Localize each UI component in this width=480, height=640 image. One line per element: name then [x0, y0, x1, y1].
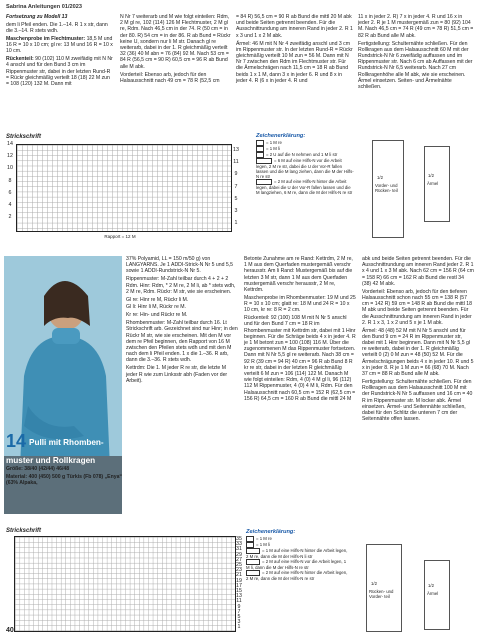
legend1-item-5: = 2 M auf eine Hilfs-N hinter die Arbeit legen, dabei die U der Vor-R fallen lassen und die M langziehen, 6 M re, dann die M der Hilfs-N re str	[256, 179, 353, 195]
row-number: 17	[236, 582, 242, 589]
row-number: 13	[233, 147, 239, 153]
row-number: 7	[234, 183, 238, 190]
text-column-b3: abk und beide Seiten getrennt beenden. Für die Ausschnittrundung am inneren Rand jeder 2. R 1 x 4 und 1 x 3 M abk. Nach 62 cm = 156 R (64 cm = 158 R) 66 cm = 162 R ab Bund die restl 34 (38) 42 M abk. Vorderteil: Ebenso arb, jedoch für den tieferen Halsausschnitt schon nach 55 cm = 138 R (57 cm = 142 R) 59 cm = 148 R ab Bund die mittl 18 M abk und beide Seiten getrennt beenden. Für die Ausschnittrundung am inneren Rand in jeder 2. R 1 x 3, 1 x 2 und 5 x je 1 M abk. Ärmel: 48 (48) 52 M mit N Nr 5 anschl und für den Bund 9 cm = 24 R im Rippenmuster str, dabei mit 1 Hinr beginnen. Dann mit N Nr 5,5 gl re weiterarb, dabei in der 1. R gleichmäßig verteilt 0 (2) 0 M zun = 48 (50) 52 M. Für die Ärmelschrägungen beids 4 x in jeder 10. R und 5 x in jeder 8. R je 1 M zun = 66 (68) 70 M. Nach 37 cm = 88 R ab Bund alle M abk. Fertigstellung: Schulternähte schließen. Für den Rollkragen aus dem Halsausschnitt 100 M mit der Rundstrick-N Nr 5 auffassen und 16 cm = 40 R im Rippenmuster str. M locker abk. Ärmel einsetzen. Ärmel- und Seitennähte schließen, dabei für den Schlitz die unteren 7 cm der Seitennähte offen lassen.	[362, 256, 474, 423]
text-column-3	[236, 14, 354, 86]
row-number: 25	[236, 562, 242, 568]
legend2-item-4: = 2 M auf eine Hilfs-N vor die Arbeit legen, 1 M li, dann die M der Hilfs-N re str	[246, 559, 347, 570]
continuation-heading: Fortsetzung zu Modell 13	[6, 14, 68, 20]
legend1-item-1: = 1 M re	[256, 140, 354, 146]
legend2-item-5: = 2 M auf eine Hilfs-N hinter die Arbeit legen, 2 M re, dann die M der Hilfs-N re str	[246, 570, 348, 581]
legend1-item-4: = 6 M auf eine Hilfs-N vor die Arbeit legen, 2 M re str, dabei die U der Vor-R fallen lassen und die M lang ziehen, dann die M der Hilfs-N re str	[256, 158, 354, 179]
legend2-title: Zeichenerklärung:	[246, 529, 296, 535]
text-col4-finishing: Fertigstellung: Schulternähte schließen. Für den Rollkragen aus dem Halsausschnitt 60 M mit der Rundstrick-N Nr 6 zweifädig auffassen und im Rippenmuster str. Nach 6 cm ab Auffassen mit der Rundstrick-N Nr 6,5 weiterarb. Nach 27 cm Rollkragenhöhe alle M abk, wie sie erscheinen. Ärmel einsetzen. Seiten- und Ärmelnähte schließen.	[358, 40, 473, 90]
row-number: 2	[8, 214, 12, 221]
text-col2: N Nr 7 weiterarb und M wie folgt einteilen: Rdm, 2 M gl re, 102 (114) 126 M Flechtmuster, 2 M gl re, Rdm. Nach 46,5 cm in der 74. R (50 cm = in der 80. R) 54 cm = in der 86. R ab Bund = Rückr keine U, sondern nur li M str. Danach gl re weiterarb, dabei in der 1. R gleichmäßig verteilt 32 (36) 40 M abn = 76 (84) 92 M. Nach 53 cm = 84 R (56,5 cm = 90 R) 60,5 cm = 96 R ab Bund alle M abk.	[120, 14, 231, 70]
row-number: 12	[7, 153, 13, 160]
row-number: 11	[233, 159, 239, 166]
row-number: 1	[237, 624, 241, 631]
chart1-rapport: Rapport = 12 M	[104, 234, 136, 239]
material-line: Material: 400 (450) 500 g Türkis (Fb 078) „Enya“ (63% Alpaka,	[6, 473, 122, 487]
row-number: 1	[234, 220, 238, 227]
legend2-item-1: = 1 M re	[246, 536, 350, 542]
text-column-4	[358, 14, 474, 92]
gauge-heading: Maschenprobe im Flechtmuster:	[6, 35, 86, 42]
chart1-label: Strickschrift	[6, 134, 42, 140]
text-column-1	[6, 14, 114, 89]
text-column-2	[120, 14, 232, 86]
row-number: 3	[234, 208, 238, 214]
row-number: 4	[8, 202, 12, 208]
model-title-box	[6, 432, 118, 468]
legend2-item-2: = 1 M li	[246, 542, 350, 548]
row-number: 33	[236, 541, 242, 548]
row-number: 27	[236, 556, 242, 563]
row-number: 14	[7, 141, 13, 147]
model-title: Pulli mit Rhomben-muster und Rollkragen	[6, 438, 104, 465]
model-info	[6, 466, 122, 488]
text-p1: dem li Pfeil enden. Die 1.–14. R 1 x str, dann die 3.–14. R stets wdh.	[6, 21, 108, 35]
legend1-title: Zeichenerklärung:	[256, 133, 306, 139]
text-column-b1: 37% Polyamid, LL = 150 m/50 g) von LANGYARNS. Je 1 ADDI-Strick-N Nr 5 und 5,5 sowie 1 ADDI-Rundstrick-N Nr 5. Rippenmuster: M-Zahl teilbar durch 4 + 2 + 2 Rdm. Hinr: Rdm, * 2 M re, 2 M li, ab * stets wdh, 2 M re, Rdm. Rückr: M str, wie sie erscheinen. Gl re: Hinr re M, Rückr li M. Gl li: Hinr li M, Rückr re M. Kr re: Hin- und Rückr re M. Rhombenmuster: M-Zahl teilbar durch 16. Lt Strickschrift arb. Gezeichnet sind nur Hinr; in den Rückr M str, wie sie erscheinen. Mit den M vor dem re Pfeil beginnen, den Rapport von 16 M zwischen den Pfeilen stets wdh und mit den M nach dem li Pfeil enden. 1 x die 1.–36. R arb, dann die 3.–36. R stets wdh. Kettrdm: Die 1. M jeder R re str, die letzte M jeder R wie zum Linksstr abh (Faden vor der Arbeit).	[126, 256, 238, 384]
legend1-item-3: = 2 U auf die N nehmen und 1 M li str	[256, 152, 354, 158]
knitting-chart-1	[16, 144, 232, 232]
page-header: Sabrina Anleitungen 01/2023	[6, 4, 82, 10]
size-line: Größe: 38/40 (42/44) 46/48	[6, 466, 70, 472]
text-col3-sleeve: Ärmel: 46 M mit N Nr 4 zweifädig anschl und 3 cm im Rippenmuster str. In der letzten Rund-R = Rückr gleichmäßig verteilt 10 M zun = 56 M. Dann mit N Nr 7 zwischen den Rdm im Flechtmuster str. Für die Ärmelschrägen nach 11,5 cm = 18 R ab Bund beids 1 x 1 M, dann 3 x in jeder 6. R und 8 x in jeder 4. R (6 x in jeder 4. R und	[236, 40, 353, 84]
text-col4: 11 x in jeder 2. R) 7 x in jeder 4. R und 16 x in jeder 2. R je 1 M mustergemäß zun = 80 (92) 104 M. Nach 46,5 cm = 74 R (49 cm = 78 R) 51,5 cm = 82 R ab Bund alle M abk.	[358, 14, 474, 39]
row-number: 6	[8, 189, 12, 196]
row-number: 7	[237, 608, 241, 615]
model-number: 14	[6, 431, 27, 451]
row-number: 10	[7, 165, 13, 172]
schematic-1-body: 1/2 Vorder- und Rücken- teil	[372, 140, 404, 238]
text-column-b2: Betonte Zunahme am re Rand: Kettrdm, 2 M re, 1 M aus dem Querfaden mustergemäß verschr herausstr. Am li Rand: Mustergemäß bis auf die letzten 3 M str, dann 1 M aus dem Querfaden mustergemäß verschr herausstr, 2 M re, Kettrdm. Maschenprobe im Rhombenmuster: 19 M und 25 R = 10 x 10 cm; glatt re: 18 M und 24 R = 10 x 10 cm, kr re: 8 R = 2 cm. Rückenteil: 92 (100) 108 M mit N Nr 5 anschl und für den Bund 7 cm = 18 R im Rhombenmuster mit Kettrdm str, dabei mit 1 Hinr beginnen. Für die Schräge beids 4 x in jeder 4. R je 1 M betont zun = 100 (108) 116 M. Über die zugenommenen M das Rippenmuster fortsetzen. Dann mit N Nr 5,5 gl re weiterarb. Nach 38 cm = 92 R (39 cm = 94 R) 40 cm = 96 R ab Bund 8 R kr re str, dabei in der letzten R gleichmäßig verteilt 6 M zun = 106 (114) 122 M. Danach M wie folgt einteilen: Rdm, 4 (0) 4 M gl li, 96 (112) 112 M Rippenmuster, 4 (0) 4 M li, Rdm. Für den Halsausschnitt nach 60,5 cm = 152 R (62,5 cm = 156 R) 64,5 cm = 160 R ab Bund die mittl 24 M	[244, 256, 356, 402]
page-number: 40	[6, 627, 14, 634]
row-number: 5	[237, 614, 241, 620]
text-col3: = 84 R) 56,5 cm = 90 R ab Bund die mittl 20 M abk und beide Seiten getrennt beenden. Für die Ausschnittrundung am inneren Rand in jeder 2. R 1 x 3 und 1 x 2 M abk.	[236, 14, 353, 39]
row-number: 15	[236, 588, 242, 594]
knitting-chart-2	[14, 536, 236, 632]
row-number: 23	[236, 567, 242, 574]
schematic-2-sleeve: 1/2 Ärmel	[424, 560, 450, 630]
legend-1	[256, 134, 354, 195]
gauge-text: 18,5 M und 16 R = 10 x 10 cm; gl re: 13 M und 16 R = 10 x 10 cm.	[6, 35, 113, 55]
chart2-label: Strickschrift	[6, 528, 42, 534]
row-number: 13	[236, 593, 242, 600]
schematic-1-sleeve: 1/2 Ärmel	[424, 146, 450, 222]
row-number: 35	[236, 536, 242, 542]
row-number: 8	[8, 177, 12, 184]
legend-2	[246, 530, 350, 581]
row-number: 21	[236, 572, 242, 579]
row-number: 31	[236, 546, 242, 553]
row-number: 3	[237, 619, 241, 626]
legend2-item-3: = 1 M auf eine Hilfs-N hinter die Arbeit legen, 2 M re, dann die M der Hilfs-N li str	[246, 548, 348, 559]
schematic-2-body: 1/2 Rücken- und Vorder- teil	[366, 544, 402, 632]
row-number: 9	[234, 171, 238, 178]
row-number: 5	[234, 195, 238, 202]
back-text: 90 (102) 110 M zweifädig mit N Nr 4 anschl und für den Bund 3 cm im Rippenmuster str, dabei in der letzten Rund-R = Rückr gleichmäßig verteilt 18 (18) 22 M zun = 108 (120) 132 M. Dann mit	[6, 56, 113, 88]
row-number: 19	[236, 577, 242, 584]
row-number: 29	[236, 551, 242, 558]
row-number: 9	[237, 603, 241, 610]
back-heading: Rückenteil:	[6, 56, 34, 63]
row-number: 11	[236, 598, 242, 605]
text-col2-front: Vorderteil: Ebenso arb, jedoch für den Halsausschnitt nach 49 cm = 78 R (52,5 cm	[120, 71, 220, 84]
legend1-item-2: = 1 M li	[256, 146, 354, 152]
